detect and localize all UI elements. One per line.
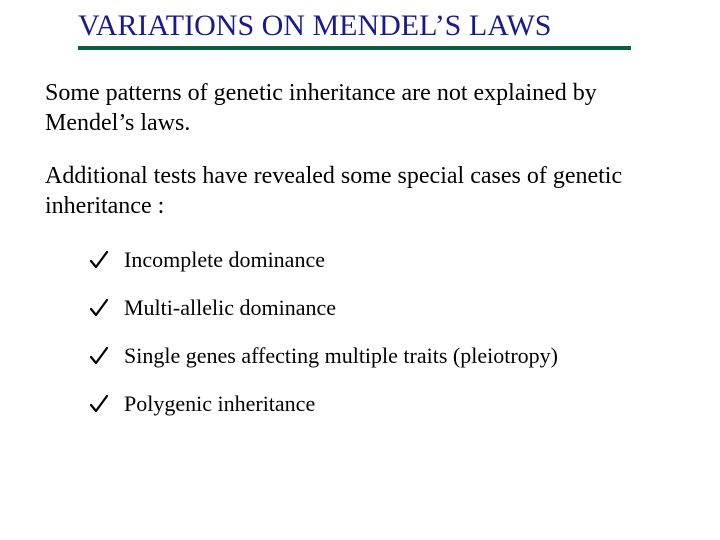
intro-paragraph: Some patterns of genetic inheritance are not explained by Mendel’s laws. xyxy=(45,80,597,136)
list-item-label: Incomplete dominance xyxy=(124,247,325,272)
list-item-label: Multi-allelic dominance xyxy=(124,295,336,320)
slide-title: VARIATIONS ON MENDEL’S LAWS xyxy=(78,9,552,42)
special-cases-list xyxy=(88,236,558,428)
list-item xyxy=(88,332,558,380)
check-icon xyxy=(88,249,110,271)
list-item xyxy=(88,380,558,428)
cases-paragraph: Additional tests have revealed some special cases of genetic inheritance : xyxy=(45,163,623,219)
list-item xyxy=(88,284,558,332)
check-icon xyxy=(88,297,110,319)
list-item-label: Single genes affecting multiple traits (pleiotropy) xyxy=(124,343,558,368)
title-underline xyxy=(78,46,631,50)
list-item xyxy=(88,236,558,284)
list-item-label: Polygenic inheritance xyxy=(124,391,316,416)
check-icon xyxy=(88,393,110,415)
check-icon xyxy=(88,345,110,367)
